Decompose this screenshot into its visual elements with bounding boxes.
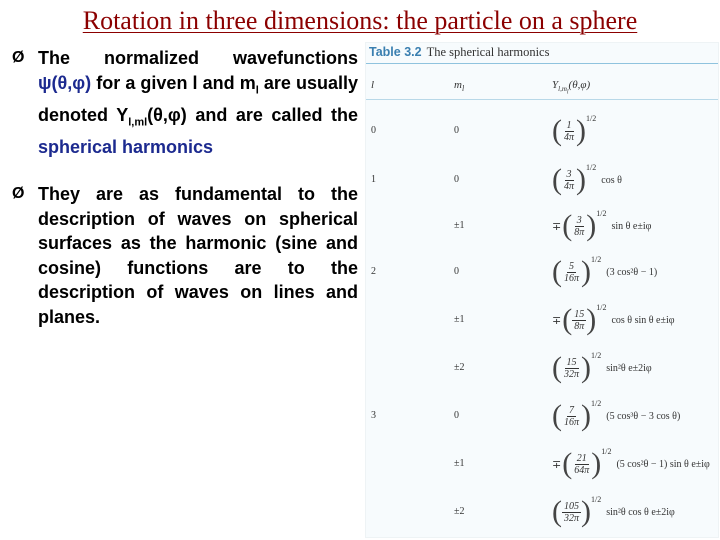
cell-l: 2 <box>371 266 376 277</box>
exponent: 1/2 <box>591 350 602 360</box>
numerator: 3 <box>576 214 582 226</box>
denominator: 4π <box>564 131 575 143</box>
fraction <box>562 169 576 192</box>
spherical-harmonics-term: spherical harmonics <box>38 136 214 157</box>
denominator: 64π <box>574 464 590 476</box>
left-paren: ( <box>562 209 573 242</box>
fraction <box>562 357 581 380</box>
left-paren: ( <box>552 399 562 432</box>
cell-y <box>552 494 675 530</box>
header-rule-bottom <box>366 99 718 100</box>
exponent: 1/2 <box>586 113 597 123</box>
numerator: 3 <box>566 168 572 180</box>
sign: ∓ <box>552 458 562 471</box>
angular-function: (3 cos²θ − 1) <box>606 266 658 278</box>
bullet-text: (θ,φ) <box>147 104 187 125</box>
angular-function: (5 cos²θ − 1) sin θ e±iφ <box>616 458 710 470</box>
cell-y <box>552 162 622 198</box>
cell-y <box>552 254 657 290</box>
bullet-text: They are as fundamental to the description of waves on spherical surfaces as the harmonic (sine and cosine) functions are to the description of waves on lines and planes. <box>38 184 358 327</box>
bullet-item-1 <box>12 46 358 159</box>
table-caption-text: The spherical harmonics <box>426 45 550 59</box>
right-paren: ) <box>576 114 587 147</box>
header-rule <box>366 63 718 64</box>
denominator: 16π <box>564 272 580 284</box>
cell-ml: ±1 <box>454 314 465 325</box>
cell-ml: 0 <box>454 125 459 136</box>
arrow-bullet-icon: Ø <box>12 185 25 203</box>
angular-function: cos θ sin θ e±iφ <box>611 314 675 326</box>
arrow-bullet-icon: Ø <box>12 49 25 66</box>
fraction <box>562 405 581 428</box>
numerator: 105 <box>564 500 579 512</box>
left-paren: ( <box>562 303 573 336</box>
exponent: 1/2 <box>586 162 597 172</box>
cell-ml: 0 <box>454 410 459 421</box>
angular-function: cos θ <box>601 174 622 186</box>
cell-ml: ±2 <box>454 506 465 517</box>
denominator: 32π <box>564 368 580 380</box>
left-paren: ( <box>552 495 562 528</box>
subscript: l,ml <box>128 116 148 129</box>
fraction <box>562 501 581 524</box>
fraction <box>572 453 591 476</box>
numerator: 15 <box>566 356 577 368</box>
bullet-text: for a given l and m <box>91 72 256 93</box>
left-paren: ( <box>552 114 562 147</box>
numerator: 7 <box>569 404 574 416</box>
slide-title: Rotation in three dimensions: the particle on a sphere <box>82 6 638 35</box>
denominator: 8π <box>574 320 585 332</box>
numerator: 15 <box>574 308 585 320</box>
right-paren: ) <box>586 303 597 336</box>
exponent: 1/2 <box>591 494 602 504</box>
denominator: 8π <box>574 226 585 238</box>
cell-ml: ±2 <box>454 362 465 373</box>
angular-function: sin²θ cos θ e±2iφ <box>606 506 675 518</box>
bullet-list <box>12 46 358 329</box>
right-paren: ) <box>581 399 592 432</box>
bullet-text: The normalized wavefunctions <box>38 48 358 68</box>
right-paren: ) <box>586 209 597 242</box>
cell-ml: ±1 <box>454 220 465 231</box>
exponent: 1/2 <box>591 398 602 408</box>
sign: ∓ <box>552 314 562 327</box>
table-caption <box>369 45 549 60</box>
angular-function: sin²θ e±2iφ <box>606 362 652 374</box>
exponent: 1/2 <box>596 208 607 218</box>
cell-ml: 0 <box>454 266 459 277</box>
cell-l: 0 <box>371 125 376 136</box>
column-header-l: l <box>371 79 375 91</box>
right-paren: ) <box>581 255 592 288</box>
fraction <box>572 309 586 332</box>
cell-y <box>552 208 651 244</box>
exponent: 1/2 <box>596 302 607 312</box>
left-paren: ( <box>552 255 562 288</box>
bullet-item-2 <box>12 182 358 329</box>
exponent: 1/2 <box>601 446 612 456</box>
fraction <box>572 215 586 238</box>
cell-y <box>552 302 675 338</box>
cell-y <box>552 113 601 149</box>
column-header-ml: $m_l$ <box>454 79 465 94</box>
numerator: 21 <box>576 452 587 464</box>
right-paren: ) <box>581 351 592 384</box>
left-paren: ( <box>562 447 573 480</box>
subscript: l <box>255 84 259 97</box>
sign: ∓ <box>552 220 562 233</box>
angular-function: (5 cos³θ − 3 cos θ) <box>606 410 681 422</box>
denominator: 4π <box>564 180 575 192</box>
bullet-text: and are called the <box>186 104 358 125</box>
denominator: 32π <box>564 512 580 524</box>
fraction <box>562 261 581 284</box>
angular-function: sin θ e±iφ <box>611 220 652 232</box>
cell-y <box>552 446 710 482</box>
numerator: 5 <box>569 260 574 272</box>
table-label: Table 3.2 <box>369 45 422 59</box>
left-paren: ( <box>552 351 562 384</box>
cell-y <box>552 350 652 386</box>
exponent: 1/2 <box>591 254 602 264</box>
column-header-y: $Y_{l,m_l}(\theta,\varphi)$ <box>552 79 591 96</box>
wavefunction-symbol: ψ(θ,φ) <box>38 72 92 93</box>
cell-ml: ±1 <box>454 458 465 469</box>
bullet-text: are usually denoted Y <box>38 72 358 125</box>
right-paren: ) <box>581 495 592 528</box>
cell-ml: 0 <box>454 174 459 185</box>
left-paren: ( <box>552 163 562 196</box>
right-paren: ) <box>576 163 587 196</box>
fraction <box>562 120 576 143</box>
right-paren: ) <box>591 447 602 480</box>
cell-l: 3 <box>371 410 376 421</box>
cell-y <box>552 398 680 434</box>
numerator: 1 <box>566 119 572 131</box>
denominator: 16π <box>564 416 580 428</box>
spherical-harmonics-table <box>365 42 719 538</box>
cell-l: 1 <box>371 174 376 185</box>
